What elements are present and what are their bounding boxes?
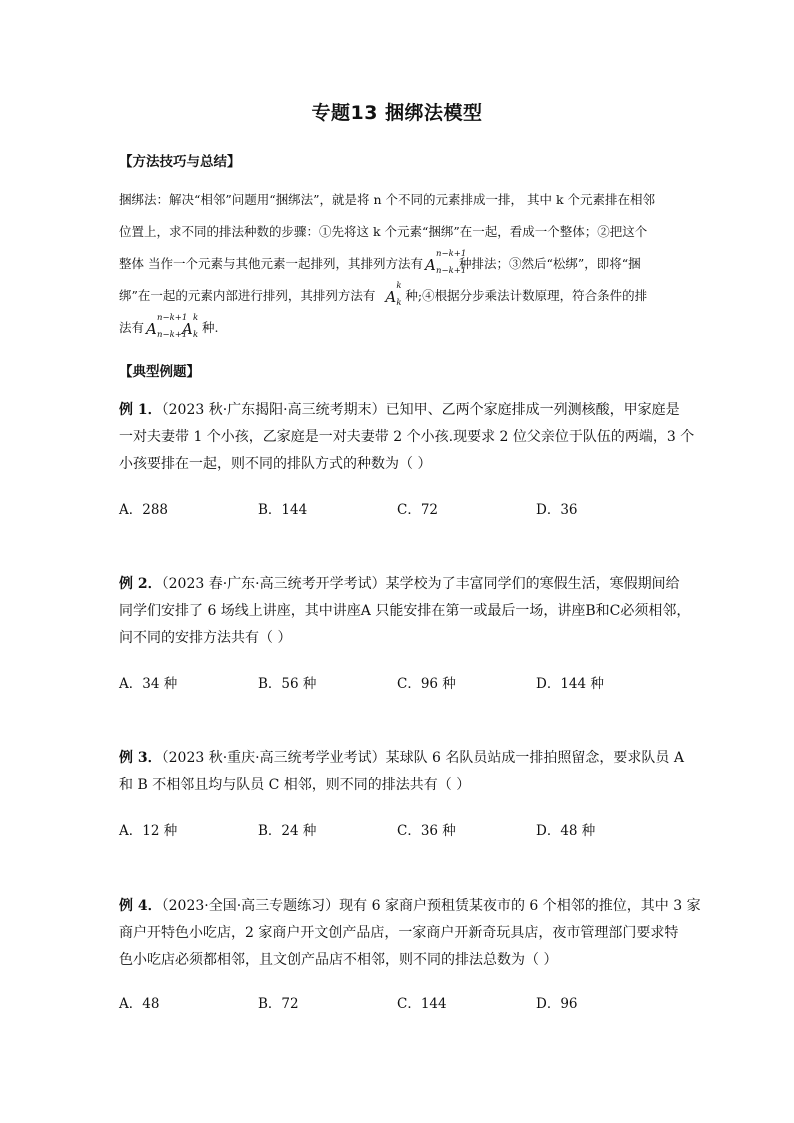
option-a[interactable]: A．12 种 [119,823,178,839]
example-4-line-3: 色小吃店必须都相邻，且文创产品店不相邻，则不同的排法总数为（ ） [119,952,558,968]
option-d[interactable]: D．96 [536,996,578,1012]
formula-sub: k [396,297,402,308]
option-b[interactable]: B．24 种 [258,823,317,839]
option-b[interactable]: B．56 种 [258,676,317,692]
formula-a: A [182,319,193,338]
example-2-line-1 [119,571,680,598]
example-1-label: 例 1． [119,402,162,418]
formula-sup: k [193,312,199,323]
examples-heading: 【典型例题】 [119,364,200,380]
method-line-3-text-b: 种排法；③然后“松绑”，即将“捆 [458,256,641,271]
method-line-4-text-a: 绑”在一起的元素内部进行排列，其排列方法有 [119,288,376,303]
formula-sup: n−k+1 [157,312,188,323]
option-c[interactable]: C．72 [397,502,439,518]
example-2 [119,571,691,652]
method-line-4-text-b: 种;④根据分步乘法计数原理，符合条件的排 [405,288,648,303]
example-4-line-2: 商户开特色小吃店，2 家商户开文创产品店，一家商户开新奇玩具店，夜市管理部门要求特 [119,925,679,941]
example-4-line-1 [119,893,701,920]
method-line-5-text-a: 法有 [119,320,145,335]
page-title: 专题13 捆绑法模型 [311,102,483,124]
formula-sup: n−k+1 [435,248,467,259]
formula-sub: n−k+1 [157,329,188,340]
option-d[interactable]: D．144 种 [536,676,604,692]
example-2-line-2: 同学们安排了 6 场线上讲座，其中讲座A 只能安排在第一或最后一场，讲座B和C必须相邻， [119,603,691,619]
example-2-line-3: 问不同的安排方法共有（ ） [119,630,292,646]
example-3 [119,745,684,799]
example-3-text: （2023 秋·重庆·高三统考学业考试）某球队 6 名队员站成一排拍照留念，要求队员 A [161,750,684,766]
formula-a: A [146,319,157,338]
option-d[interactable]: D．48 种 [536,823,596,839]
option-a[interactable]: A．34 种 [119,676,178,692]
example-3-line-2: 和 B 不相邻且均与队员 C 相邻，则不同的排法共有（ ） [119,777,471,793]
method-line-5 [119,312,679,344]
example-1-line-2: 一对夫妻带 1 个小孩，乙家庭是一对夫妻带 2 个小孩.现要求 2 位父亲位于队伍的两端，3 个 [119,429,695,445]
method-line-2: 位置上，求不同的排法种数的步骤：①先将这 k 个元素“捆绑”在一起，看成一个整体；②把这个 [119,224,648,239]
example-3-line-1 [119,745,684,772]
method-heading: 【方法技巧与总结】 [119,154,241,170]
permutation-formula-k [385,280,403,308]
permutation-formula-k [182,312,200,340]
example-1-options [119,498,679,518]
example-3-options [119,819,679,839]
example-4 [119,893,701,974]
formula-sup: k [396,280,402,291]
method-line-5-text-b: 种. [202,320,219,335]
option-b[interactable]: B．144 [258,502,308,518]
example-4-options [119,992,679,1012]
option-b[interactable]: B．72 [258,996,299,1012]
example-2-label: 例 2． [119,576,162,592]
example-2-text: （2023 春·广东·高三统考开学考试）某学校为了丰富同学们的寒假生活，寒假期间给 [161,576,680,592]
method-line-3 [119,248,679,280]
option-a[interactable]: A．48 [119,996,160,1012]
example-3-label: 例 3． [119,750,162,766]
example-2-options [119,672,679,692]
example-1-text: （2023 秋·广东揭阳·高三统考期末）已知甲、乙两个家庭排成一列测核酸，甲家庭是 [161,402,680,418]
method-paragraph [119,184,679,344]
example-1 [119,397,695,478]
option-a[interactable]: A．288 [119,502,169,518]
method-line-4 [119,280,679,312]
option-d[interactable]: D．36 [536,502,578,518]
formula-sub: n−k+1 [435,265,467,276]
method-line-1: 捆绑法：解决“相邻”问题用“捆绑法”，就是将 n 个不同的元素排成一排， 其中 k 个元素排在相邻 [119,192,656,207]
permutation-formula-nk1 [424,248,467,276]
permutation-formula-nk1 [146,312,188,340]
option-c[interactable]: C．36 种 [397,823,456,839]
option-c[interactable]: C．96 种 [397,676,456,692]
formula-a: A [385,287,397,306]
method-line-3-text-a: 整体 当作一个元素与其他元素一起排列，其排列方法有 [119,256,423,271]
formula-sub: k [193,329,199,340]
formula-a: A [424,255,436,274]
example-1-line-3: 小孩要排在一起，则不同的排队方式的种数为（ ） [119,456,432,472]
example-4-text: （2023·全国·高三专题练习）现有 6 家商户预租赁某夜市的 6 个相邻的推位，其中 3 家 [161,898,701,914]
example-1-line-1 [119,397,680,424]
option-c[interactable]: C．144 [397,996,447,1012]
example-4-label: 例 4． [119,898,162,914]
